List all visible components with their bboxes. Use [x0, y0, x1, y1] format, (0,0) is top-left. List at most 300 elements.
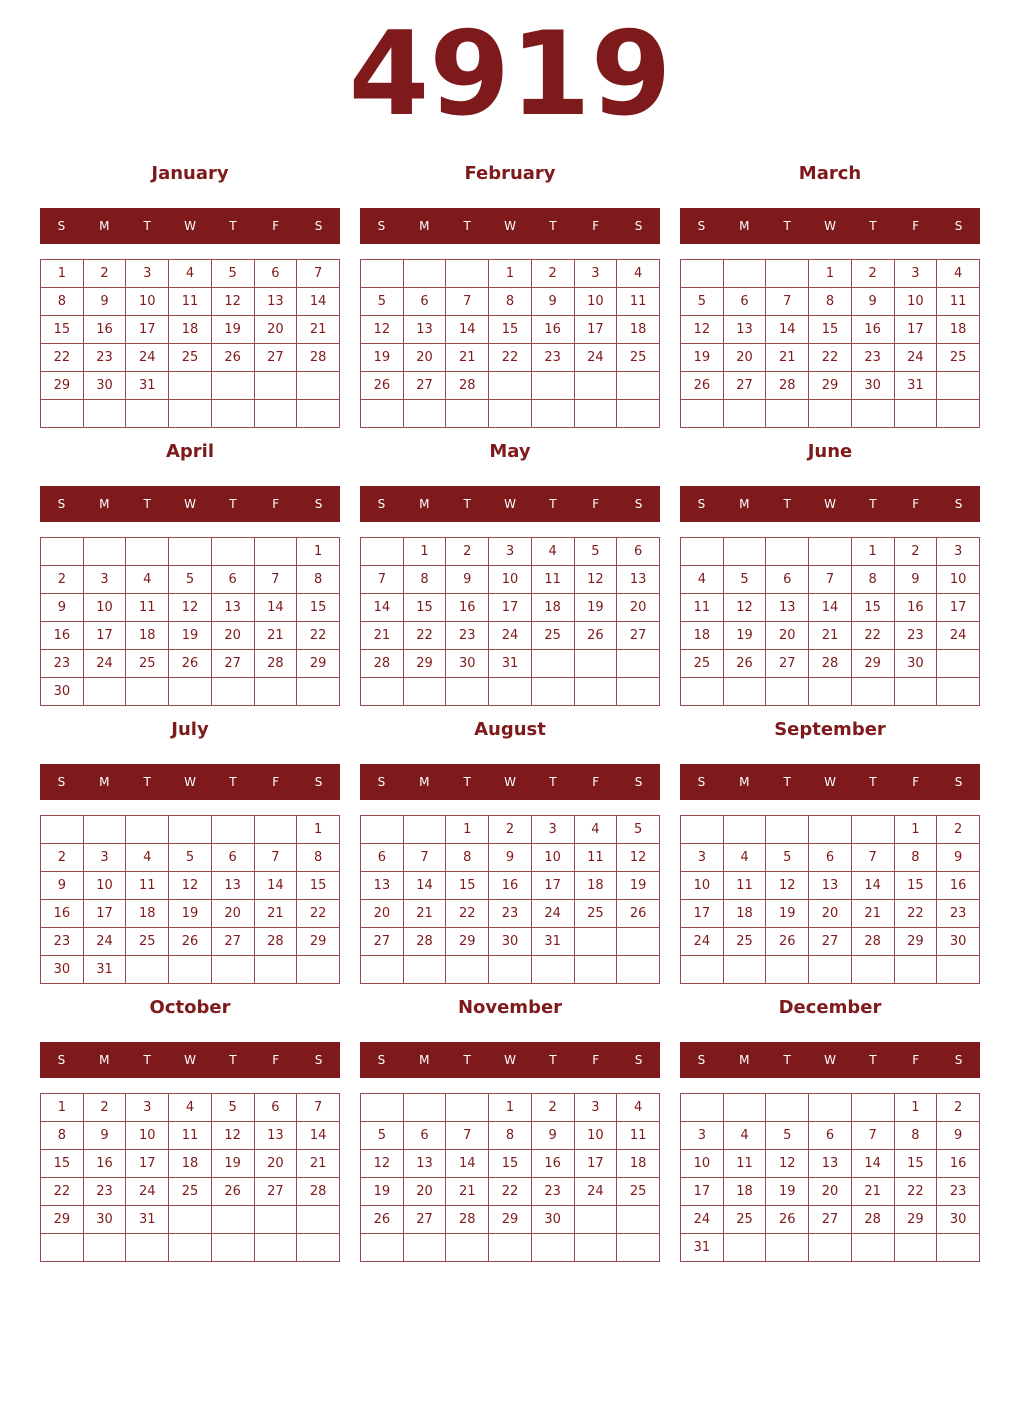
day-cell — [766, 260, 809, 288]
day-cell: 8 — [297, 844, 340, 872]
day-cell — [361, 538, 404, 566]
weekday-label: T — [463, 497, 471, 511]
day-cell — [489, 400, 532, 428]
day-cell — [574, 678, 617, 706]
day-cell: 5 — [723, 566, 766, 594]
week-row — [41, 622, 340, 650]
day-cell: 22 — [41, 1178, 84, 1206]
day-cell: 9 — [851, 288, 894, 316]
day-cell: 24 — [937, 622, 980, 650]
day-cell: 12 — [681, 316, 724, 344]
weekday-label: T — [783, 1053, 791, 1067]
weekday-label: M — [739, 775, 750, 789]
day-cell — [83, 400, 126, 428]
day-cell — [723, 678, 766, 706]
weekday-header — [40, 208, 340, 244]
day-cell: 27 — [617, 622, 660, 650]
day-cell: 3 — [681, 844, 724, 872]
week-row — [361, 678, 660, 706]
day-cell: 23 — [937, 1178, 980, 1206]
weekday-header — [40, 486, 340, 522]
day-cell: 25 — [617, 1178, 660, 1206]
day-cell: 28 — [851, 928, 894, 956]
day-cell: 29 — [403, 650, 446, 678]
day-cell: 27 — [211, 650, 254, 678]
day-cell — [211, 678, 254, 706]
week-row — [41, 1122, 340, 1150]
day-cell: 5 — [681, 288, 724, 316]
day-cell: 2 — [83, 1094, 126, 1122]
weekday-label: F — [912, 497, 920, 511]
day-cell — [297, 1234, 340, 1262]
day-cell: 15 — [851, 594, 894, 622]
day-cell: 15 — [489, 316, 532, 344]
day-cell: 26 — [361, 372, 404, 400]
day-cell: 11 — [126, 872, 169, 900]
day-cell: 3 — [937, 538, 980, 566]
day-cell: 1 — [403, 538, 446, 566]
day-cell: 9 — [41, 594, 84, 622]
day-cell: 15 — [403, 594, 446, 622]
day-cell: 5 — [211, 260, 254, 288]
day-cell: 11 — [169, 1122, 212, 1150]
day-cell: 20 — [809, 900, 852, 928]
weekday-label: M — [99, 775, 110, 789]
day-cell: 12 — [211, 1122, 254, 1150]
day-cell: 26 — [169, 928, 212, 956]
day-cell — [169, 400, 212, 428]
day-cell — [681, 260, 724, 288]
weekday-label: S — [954, 497, 963, 511]
weekday-label: W — [824, 775, 836, 789]
day-cell: 14 — [446, 1150, 489, 1178]
weekday-label: W — [504, 775, 516, 789]
day-cell: 27 — [254, 344, 297, 372]
day-cell: 30 — [41, 956, 84, 984]
day-cell — [809, 538, 852, 566]
day-cell — [254, 1234, 297, 1262]
weekday-label: S — [314, 775, 323, 789]
day-cell: 1 — [489, 260, 532, 288]
day-cell: 29 — [41, 372, 84, 400]
week-row — [681, 1234, 980, 1262]
weekday-label: T — [463, 775, 471, 789]
day-cell: 3 — [126, 1094, 169, 1122]
day-cell: 7 — [446, 288, 489, 316]
week-row — [681, 650, 980, 678]
day-cell: 30 — [894, 650, 937, 678]
day-cell — [126, 400, 169, 428]
day-cell — [361, 260, 404, 288]
day-cell: 31 — [83, 956, 126, 984]
day-cell: 4 — [169, 1094, 212, 1122]
day-cell: 10 — [83, 872, 126, 900]
day-cell: 18 — [126, 622, 169, 650]
week-row — [681, 1094, 980, 1122]
day-cell: 23 — [894, 622, 937, 650]
day-cell: 24 — [126, 344, 169, 372]
month-november — [360, 993, 660, 1263]
day-cell: 4 — [126, 566, 169, 594]
week-row — [41, 678, 340, 706]
day-grid — [680, 1093, 980, 1262]
day-cell: 10 — [937, 566, 980, 594]
day-cell — [211, 956, 254, 984]
day-cell: 27 — [809, 928, 852, 956]
day-cell — [723, 816, 766, 844]
year-title: 4919 — [348, 7, 672, 142]
day-cell: 19 — [617, 872, 660, 900]
day-cell: 9 — [937, 844, 980, 872]
day-cell: 21 — [446, 1178, 489, 1206]
day-cell: 22 — [403, 622, 446, 650]
day-cell — [254, 678, 297, 706]
day-cell: 16 — [531, 1150, 574, 1178]
day-cell: 15 — [894, 1150, 937, 1178]
day-cell — [169, 1206, 212, 1234]
day-cell: 25 — [169, 344, 212, 372]
weekday-label: F — [592, 775, 600, 789]
day-cell: 14 — [297, 288, 340, 316]
day-cell — [297, 1206, 340, 1234]
day-cell: 27 — [211, 928, 254, 956]
day-cell: 10 — [126, 288, 169, 316]
week-row — [361, 594, 660, 622]
week-row — [41, 372, 340, 400]
weekday-header — [40, 764, 340, 800]
day-cell: 29 — [894, 928, 937, 956]
weekday-label: S — [314, 497, 323, 511]
day-cell: 15 — [446, 872, 489, 900]
week-row — [681, 622, 980, 650]
day-cell — [894, 400, 937, 428]
day-cell — [574, 956, 617, 984]
weekday-label: F — [272, 1053, 280, 1067]
day-cell: 26 — [574, 622, 617, 650]
day-cell: 22 — [809, 344, 852, 372]
week-row — [41, 1150, 340, 1178]
day-cell — [723, 538, 766, 566]
week-row — [361, 956, 660, 984]
day-cell — [169, 1234, 212, 1262]
day-cell: 12 — [766, 1150, 809, 1178]
day-cell — [723, 400, 766, 428]
week-row — [681, 816, 980, 844]
day-cell: 5 — [766, 844, 809, 872]
day-cell: 19 — [169, 622, 212, 650]
day-cell: 14 — [446, 316, 489, 344]
day-cell: 31 — [681, 1234, 724, 1262]
day-cell: 20 — [403, 344, 446, 372]
month-name: August — [474, 719, 546, 740]
day-cell: 5 — [169, 566, 212, 594]
day-cell: 11 — [723, 872, 766, 900]
month-january — [40, 159, 340, 429]
weekday-label: T — [229, 1053, 237, 1067]
weekday-label: M — [419, 1053, 430, 1067]
day-cell — [617, 678, 660, 706]
day-cell — [211, 816, 254, 844]
day-cell: 4 — [531, 538, 574, 566]
weekday-label: T — [229, 497, 237, 511]
day-cell: 24 — [574, 1178, 617, 1206]
day-cell: 14 — [851, 872, 894, 900]
day-cell: 22 — [489, 344, 532, 372]
day-cell: 28 — [297, 1178, 340, 1206]
month-june — [680, 437, 980, 707]
weekday-label: F — [272, 497, 280, 511]
day-cell: 12 — [574, 566, 617, 594]
day-cell: 28 — [254, 928, 297, 956]
day-cell — [297, 400, 340, 428]
day-cell: 8 — [489, 288, 532, 316]
week-row — [681, 594, 980, 622]
month-name: July — [171, 719, 209, 740]
day-cell — [297, 956, 340, 984]
day-cell: 2 — [531, 1094, 574, 1122]
day-cell — [531, 956, 574, 984]
day-cell: 7 — [851, 1122, 894, 1150]
weekday-label: T — [869, 775, 877, 789]
month-name: March — [798, 163, 862, 184]
day-cell — [681, 678, 724, 706]
day-cell: 28 — [297, 344, 340, 372]
weekday-label: T — [143, 1053, 151, 1067]
day-cell: 18 — [723, 900, 766, 928]
day-cell: 6 — [809, 844, 852, 872]
weekday-header — [360, 1042, 660, 1078]
weekday-label: T — [869, 1053, 877, 1067]
month-name: April — [165, 441, 215, 462]
day-cell: 11 — [574, 844, 617, 872]
weekday-label: W — [184, 219, 196, 233]
day-cell: 19 — [361, 1178, 404, 1206]
week-row — [681, 260, 980, 288]
day-cell: 12 — [361, 1150, 404, 1178]
day-cell: 17 — [681, 900, 724, 928]
day-cell: 6 — [723, 288, 766, 316]
weekday-label: T — [549, 497, 557, 511]
day-cell: 20 — [254, 1150, 297, 1178]
day-cell: 12 — [361, 316, 404, 344]
day-cell — [41, 538, 84, 566]
day-cell — [83, 678, 126, 706]
weekday-label: T — [783, 775, 791, 789]
day-cell — [361, 1234, 404, 1262]
day-cell: 18 — [126, 900, 169, 928]
weekday-header — [360, 208, 660, 244]
day-cell: 14 — [254, 872, 297, 900]
week-row — [361, 650, 660, 678]
week-row — [41, 900, 340, 928]
day-cell: 5 — [361, 1122, 404, 1150]
week-row — [41, 400, 340, 428]
day-cell: 6 — [211, 566, 254, 594]
week-row — [681, 1178, 980, 1206]
weekday-label: M — [739, 497, 750, 511]
day-cell — [83, 538, 126, 566]
weekday-label: W — [184, 497, 196, 511]
day-cell: 6 — [361, 844, 404, 872]
day-cell: 29 — [809, 372, 852, 400]
day-cell — [126, 816, 169, 844]
day-cell: 6 — [617, 538, 660, 566]
day-cell: 28 — [361, 650, 404, 678]
day-cell — [723, 1094, 766, 1122]
day-cell: 14 — [403, 872, 446, 900]
day-cell: 27 — [403, 372, 446, 400]
weekday-label: T — [143, 219, 151, 233]
week-row — [681, 1150, 980, 1178]
day-cell: 26 — [766, 1206, 809, 1234]
day-cell: 14 — [809, 594, 852, 622]
day-cell — [617, 372, 660, 400]
day-cell: 19 — [766, 1178, 809, 1206]
day-cell: 31 — [126, 1206, 169, 1234]
day-cell: 22 — [894, 1178, 937, 1206]
day-cell: 5 — [211, 1094, 254, 1122]
day-cell — [41, 816, 84, 844]
day-cell: 16 — [937, 872, 980, 900]
day-cell: 28 — [446, 372, 489, 400]
day-cell — [83, 816, 126, 844]
day-cell: 10 — [83, 594, 126, 622]
day-cell: 7 — [446, 1122, 489, 1150]
week-row — [361, 928, 660, 956]
day-cell — [851, 400, 894, 428]
day-cell: 7 — [297, 260, 340, 288]
day-cell: 7 — [851, 844, 894, 872]
day-cell: 18 — [937, 316, 980, 344]
day-cell: 23 — [489, 900, 532, 928]
month-name: February — [464, 163, 556, 184]
day-cell — [894, 956, 937, 984]
day-cell — [446, 1234, 489, 1262]
weekday-label: T — [783, 219, 791, 233]
day-cell: 25 — [126, 650, 169, 678]
day-cell — [254, 538, 297, 566]
weekday-label: W — [824, 497, 836, 511]
week-row — [361, 316, 660, 344]
day-cell: 30 — [937, 1206, 980, 1234]
day-cell — [937, 956, 980, 984]
day-cell: 6 — [766, 566, 809, 594]
weekday-label: M — [419, 219, 430, 233]
day-cell: 27 — [766, 650, 809, 678]
day-cell: 10 — [681, 872, 724, 900]
day-cell: 16 — [41, 900, 84, 928]
day-cell: 26 — [361, 1206, 404, 1234]
day-cell — [723, 956, 766, 984]
weekday-label: T — [869, 219, 877, 233]
day-cell: 12 — [211, 288, 254, 316]
weekday-label: F — [272, 219, 280, 233]
day-cell — [681, 816, 724, 844]
day-cell: 16 — [83, 316, 126, 344]
day-cell: 6 — [809, 1122, 852, 1150]
day-cell: 13 — [254, 288, 297, 316]
day-cell — [126, 1234, 169, 1262]
weekday-label: S — [697, 219, 706, 233]
day-cell: 10 — [681, 1150, 724, 1178]
month-name: November — [457, 997, 563, 1018]
month-name: December — [778, 997, 882, 1018]
day-cell: 8 — [809, 288, 852, 316]
day-cell: 4 — [169, 260, 212, 288]
day-cell: 20 — [617, 594, 660, 622]
day-cell: 15 — [41, 1150, 84, 1178]
day-cell: 23 — [83, 344, 126, 372]
day-cell: 8 — [851, 566, 894, 594]
weekday-label: F — [592, 497, 600, 511]
day-cell: 8 — [489, 1122, 532, 1150]
day-cell: 17 — [531, 872, 574, 900]
day-cell: 25 — [531, 622, 574, 650]
day-cell: 13 — [766, 594, 809, 622]
day-cell: 15 — [297, 594, 340, 622]
day-cell: 9 — [531, 288, 574, 316]
weekday-label: S — [314, 1053, 323, 1067]
weekday-label: F — [912, 775, 920, 789]
day-cell: 3 — [574, 1094, 617, 1122]
day-cell: 21 — [361, 622, 404, 650]
week-row — [681, 872, 980, 900]
weekday-label: S — [697, 497, 706, 511]
week-row — [41, 594, 340, 622]
day-cell — [531, 400, 574, 428]
day-cell: 27 — [403, 1206, 446, 1234]
day-cell — [297, 678, 340, 706]
day-cell: 1 — [41, 260, 84, 288]
day-cell: 23 — [851, 344, 894, 372]
day-cell: 25 — [937, 344, 980, 372]
day-cell: 23 — [83, 1178, 126, 1206]
week-row — [361, 1094, 660, 1122]
day-cell: 4 — [574, 816, 617, 844]
day-cell: 4 — [937, 260, 980, 288]
day-cell: 17 — [574, 316, 617, 344]
day-cell — [617, 1206, 660, 1234]
month-april — [40, 437, 340, 707]
day-cell: 21 — [446, 344, 489, 372]
day-cell: 2 — [41, 844, 84, 872]
month-march — [680, 159, 980, 429]
day-grid — [40, 537, 340, 706]
day-cell: 1 — [41, 1094, 84, 1122]
week-row — [361, 538, 660, 566]
day-cell: 16 — [851, 316, 894, 344]
weekday-label: S — [57, 775, 66, 789]
day-cell: 25 — [723, 928, 766, 956]
weekday-label: T — [143, 497, 151, 511]
day-cell — [681, 538, 724, 566]
day-cell — [169, 372, 212, 400]
day-cell — [894, 678, 937, 706]
day-cell: 16 — [894, 594, 937, 622]
day-cell: 14 — [851, 1150, 894, 1178]
weekday-header — [40, 1042, 340, 1078]
day-cell: 18 — [681, 622, 724, 650]
week-row — [361, 1150, 660, 1178]
day-cell: 19 — [169, 900, 212, 928]
day-cell: 6 — [211, 844, 254, 872]
day-cell — [617, 400, 660, 428]
day-cell: 13 — [211, 594, 254, 622]
day-cell — [446, 678, 489, 706]
week-row — [681, 316, 980, 344]
week-row — [681, 400, 980, 428]
week-row — [361, 1206, 660, 1234]
